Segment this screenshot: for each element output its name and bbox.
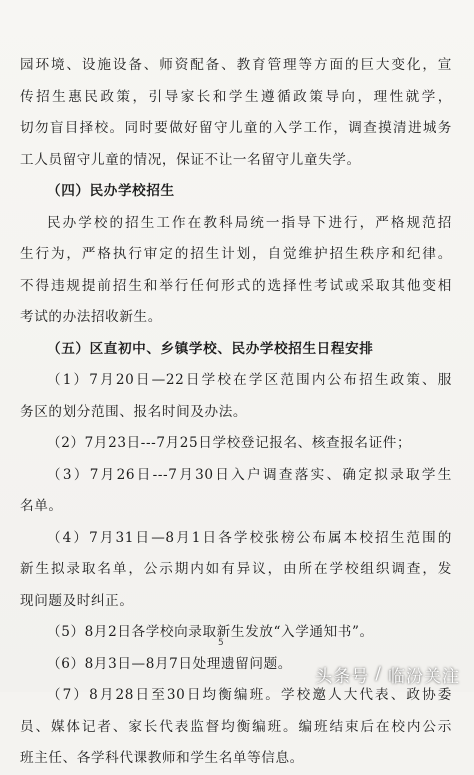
- paragraph-line: （6）8月3日—8月7日处理遗留问题。: [47, 655, 292, 672]
- paragraph-line: 班主任、各学科代课教师和学生名单等信息。: [20, 750, 304, 766]
- paragraph-line: （7）8月28日至30日均衡编班。学校邀人大代表、政协委: [47, 687, 452, 703]
- paragraph-line: 现问题及时纠正。: [20, 592, 134, 609]
- paragraph-line: 不得违规提前招生和举行任何形式的选择性考试或采取其他变相: [20, 277, 452, 294]
- paragraph-line: 切勿盲目择校。同时要做好留守儿童的入学工作，调查摸清进城务: [20, 120, 452, 136]
- watermark-source: 头条号: [315, 666, 370, 687]
- paragraph-line: 工人员留守儿童的情况，保证不让一名留守儿童失学。: [20, 151, 361, 168]
- paragraph-line: （2）7月23日---7月25日学校登记报名、核查报名证件；: [47, 435, 412, 451]
- watermark: [315, 660, 460, 688]
- paragraph-line: （4）7月31日—8月1日各学校张榜公布属本校招生范围的: [47, 529, 452, 546]
- paragraph-line: 员、媒体记者、家长代表监督均衡编班。编班结束后在校内公示: [20, 718, 452, 735]
- paragraph-line: 名单。: [20, 498, 63, 514]
- paragraph-line: （3）7月26日---7月30日入户调查落实、确定拟录取学生: [47, 466, 452, 483]
- paragraph-line: 民办学校的招生工作在教科局统一指导下进行，严格规范招: [47, 214, 452, 231]
- paragraph-line: （1）7月20日—22日学校在学区范围内公布招生政策、服: [47, 372, 452, 388]
- paragraph-line: 新生拟录取名单，公示期内如有异议，由所在学校组织调查，发: [20, 561, 452, 577]
- section-heading: （四）民办学校招生: [47, 183, 175, 199]
- watermark-separator: /: [375, 664, 382, 684]
- section-heading: （五）区直初中、乡镇学校、民办学校招生日程安排: [47, 340, 374, 357]
- paragraph-line: 生行为，严格执行审定的招生计划，自觉维护招生秩序和纪律。: [20, 246, 452, 262]
- paragraph-line: 园环境、设施设备、师资配备、教育管理等方面的巨大变化，宣: [20, 57, 452, 73]
- paragraph-line: 传招生惠民政策，引导家长和学生遵循政策导向，理性就学，: [20, 88, 452, 105]
- paragraph-line: 务区的划分范围、报名时间及办法。: [20, 403, 248, 420]
- page-number: 5: [218, 638, 224, 648]
- watermark-author: 临汾关注: [388, 666, 460, 687]
- paragraph-line: （5）8月2日各学校向录取新生发放“入学通知书”。: [47, 624, 374, 640]
- paragraph-line: 考试的办法招收新生。: [20, 309, 162, 325]
